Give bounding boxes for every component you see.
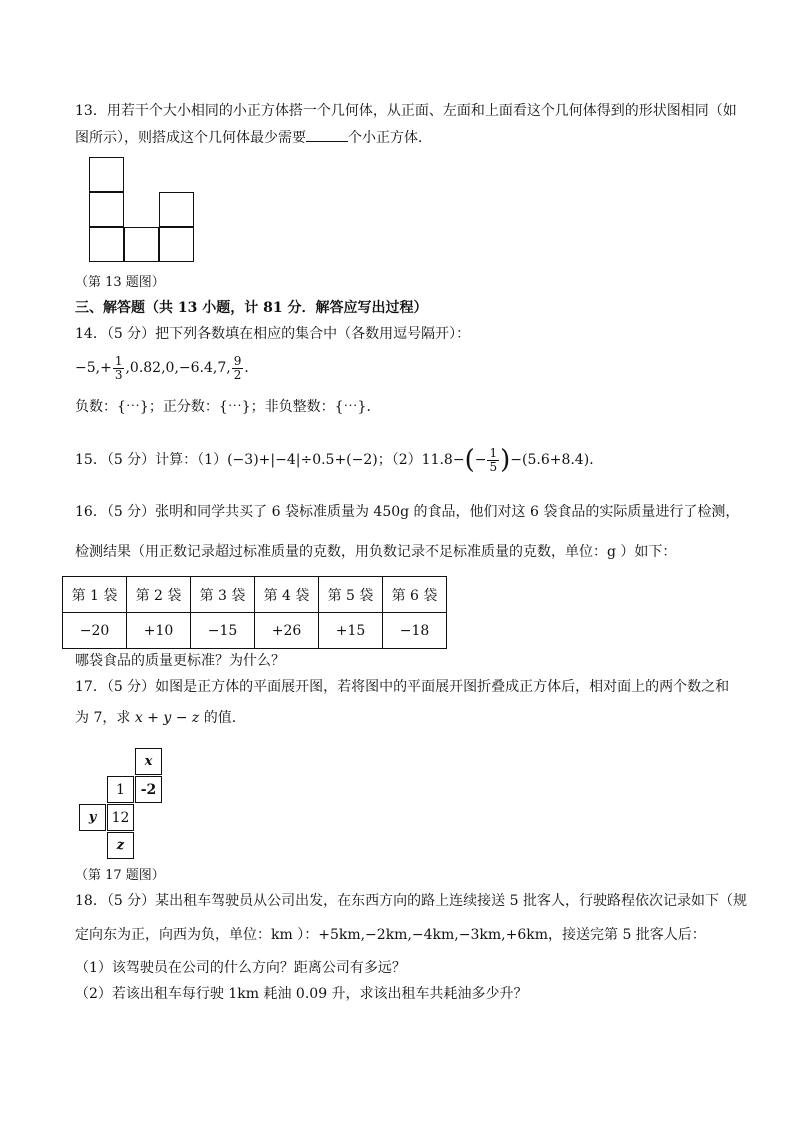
fraction-denominator: 3	[114, 367, 123, 382]
table-value-cell: +26	[255, 613, 319, 649]
table-value-cell: +15	[319, 613, 383, 649]
table-header-cell: 第 2 袋	[127, 577, 191, 613]
section3-heading: 三、解答题（共 13 小题，计 81 分．解答应写出过程）	[75, 300, 428, 316]
table-value-cell: −20	[63, 613, 127, 649]
q14-sets: 负数：{⋯}；正分数：{⋯}；非负整数：{⋯}．	[75, 399, 381, 415]
figure-square	[159, 227, 194, 262]
q18-text-line1: 18．（5 分）某出租车驾驶员从公司出发，在东西方向的路上连续接送 5 批客人，行驶路程依次记录如下（规	[75, 893, 747, 909]
q17-expression: x + y − z	[134, 710, 200, 726]
left-paren-glyph: (	[464, 445, 475, 475]
table-header-row	[63, 577, 447, 613]
net-cell-y: y	[79, 804, 106, 831]
q16-question: 哪袋食品的质量更标准？为什么？	[75, 653, 285, 669]
q13-text-part-a: 图所示），则搭成这个几何体最少需要	[75, 130, 306, 146]
table-value-cell: −15	[191, 613, 255, 649]
fraction-numerator: 1	[489, 445, 498, 460]
q17-text-part-a: 为 7，求	[75, 710, 135, 726]
figure-square	[89, 227, 124, 262]
table-header-cell: 第 5 袋	[319, 577, 383, 613]
net-cell-x: x	[135, 748, 162, 775]
table-value-cell: +10	[127, 613, 191, 649]
q13-text-part-b: 个小正方体．	[348, 130, 432, 146]
q15-expression-2a: 11.8−	[421, 452, 465, 468]
q14-fraction-2	[232, 355, 244, 382]
q15-prefix: 15．（5 分）计算：（1）	[75, 452, 228, 468]
q15-frac-sign: −	[474, 452, 487, 468]
net-cell-neg2: -2	[135, 776, 162, 803]
q17-text-line2	[75, 708, 246, 728]
q13-figure-caption: （第 13 题图）	[75, 275, 165, 290]
q14-fraction-1	[113, 355, 125, 382]
q15-expression-2b: −(5.6+8.4)	[510, 452, 590, 468]
q13-text-line1: 13．用若干个大小相同的小正方体搭一个几何体，从正面、左面和上面看这个几何体得到的形状图相同（如	[75, 103, 737, 119]
q17-cube-net-figure	[79, 748, 163, 860]
q14-number-list	[75, 350, 258, 386]
q15-mid: ；（2）	[377, 452, 422, 468]
right-paren-glyph: )	[500, 445, 511, 475]
figure-square	[89, 192, 124, 227]
figure-square	[89, 157, 124, 192]
q16-text-line1: 16．（5 分）张明和同学共买了 6 袋标准质量为 450g 的食品，他们对这 6 袋食品的实际质量进行了检测，	[75, 504, 740, 520]
net-cell-1: 1	[107, 776, 134, 803]
q15-expression-1: (−3)+|−4|÷0.5+(−2)	[227, 452, 378, 468]
figure-square	[124, 227, 159, 262]
q14-nums-b: ,0.82,0,−6.4,7,	[125, 360, 231, 376]
fraction-denominator: 5	[489, 459, 498, 474]
q14-text-line1: 14．（5 分）把下列各数填在相应的集合中（各数用逗号隔开）：	[75, 326, 471, 342]
q18-subquestion-1: （1）该驾驶员在公司的什么方向？距离公司有多远？	[75, 960, 406, 976]
q13-figure	[89, 157, 199, 265]
net-cell-12: 12	[107, 804, 134, 831]
q14-nums-a: −5,+	[75, 360, 112, 376]
q13-answer-blank	[306, 127, 348, 142]
fraction-denominator: 2	[233, 367, 242, 382]
net-cell-z: z	[107, 832, 134, 859]
table-header-cell: 第 3 袋	[191, 577, 255, 613]
figure-square	[159, 192, 194, 227]
table-header-cell: 第 1 袋	[63, 577, 127, 613]
q13-text-line2	[75, 127, 432, 148]
table-header-cell: 第 4 袋	[255, 577, 319, 613]
table-header-cell: 第 6 袋	[383, 577, 447, 613]
q17-figure-caption: （第 17 题图）	[75, 868, 165, 883]
fraction-numerator: 1	[114, 353, 123, 368]
table-value-cell: −18	[383, 613, 447, 649]
q17-text-part-b: 的值．	[199, 710, 246, 726]
fraction-numerator: 9	[233, 353, 242, 368]
q14-nums-end: ．	[244, 360, 259, 376]
q18-subquestion-2: （2）若该出租车每行驶 1km 耗油 0.09 升，求该出租车共耗油多少升？	[75, 986, 528, 1002]
q15-fraction	[487, 447, 499, 474]
table-value-row	[63, 613, 447, 649]
q15-text	[75, 442, 603, 478]
q17-text-line1: 17．（5 分）如图是正方体的平面展开图，若将图中的平面展开图折叠成正方体后，相对面上的两个数之和	[75, 679, 730, 695]
q15-end: ．	[589, 452, 604, 468]
q16-data-table	[62, 576, 447, 649]
q18-text-line2: 定向东为正，向西为负，单位：km ）：+5km,−2km,−4km,−3km,+6km，接送完第 5 批客人后：	[75, 927, 706, 943]
q16-text-line2: 检测结果（用正数记录超过标准质量的克数，用负数记录不足标准质量的克数，单位：g ）如下：	[75, 544, 677, 560]
